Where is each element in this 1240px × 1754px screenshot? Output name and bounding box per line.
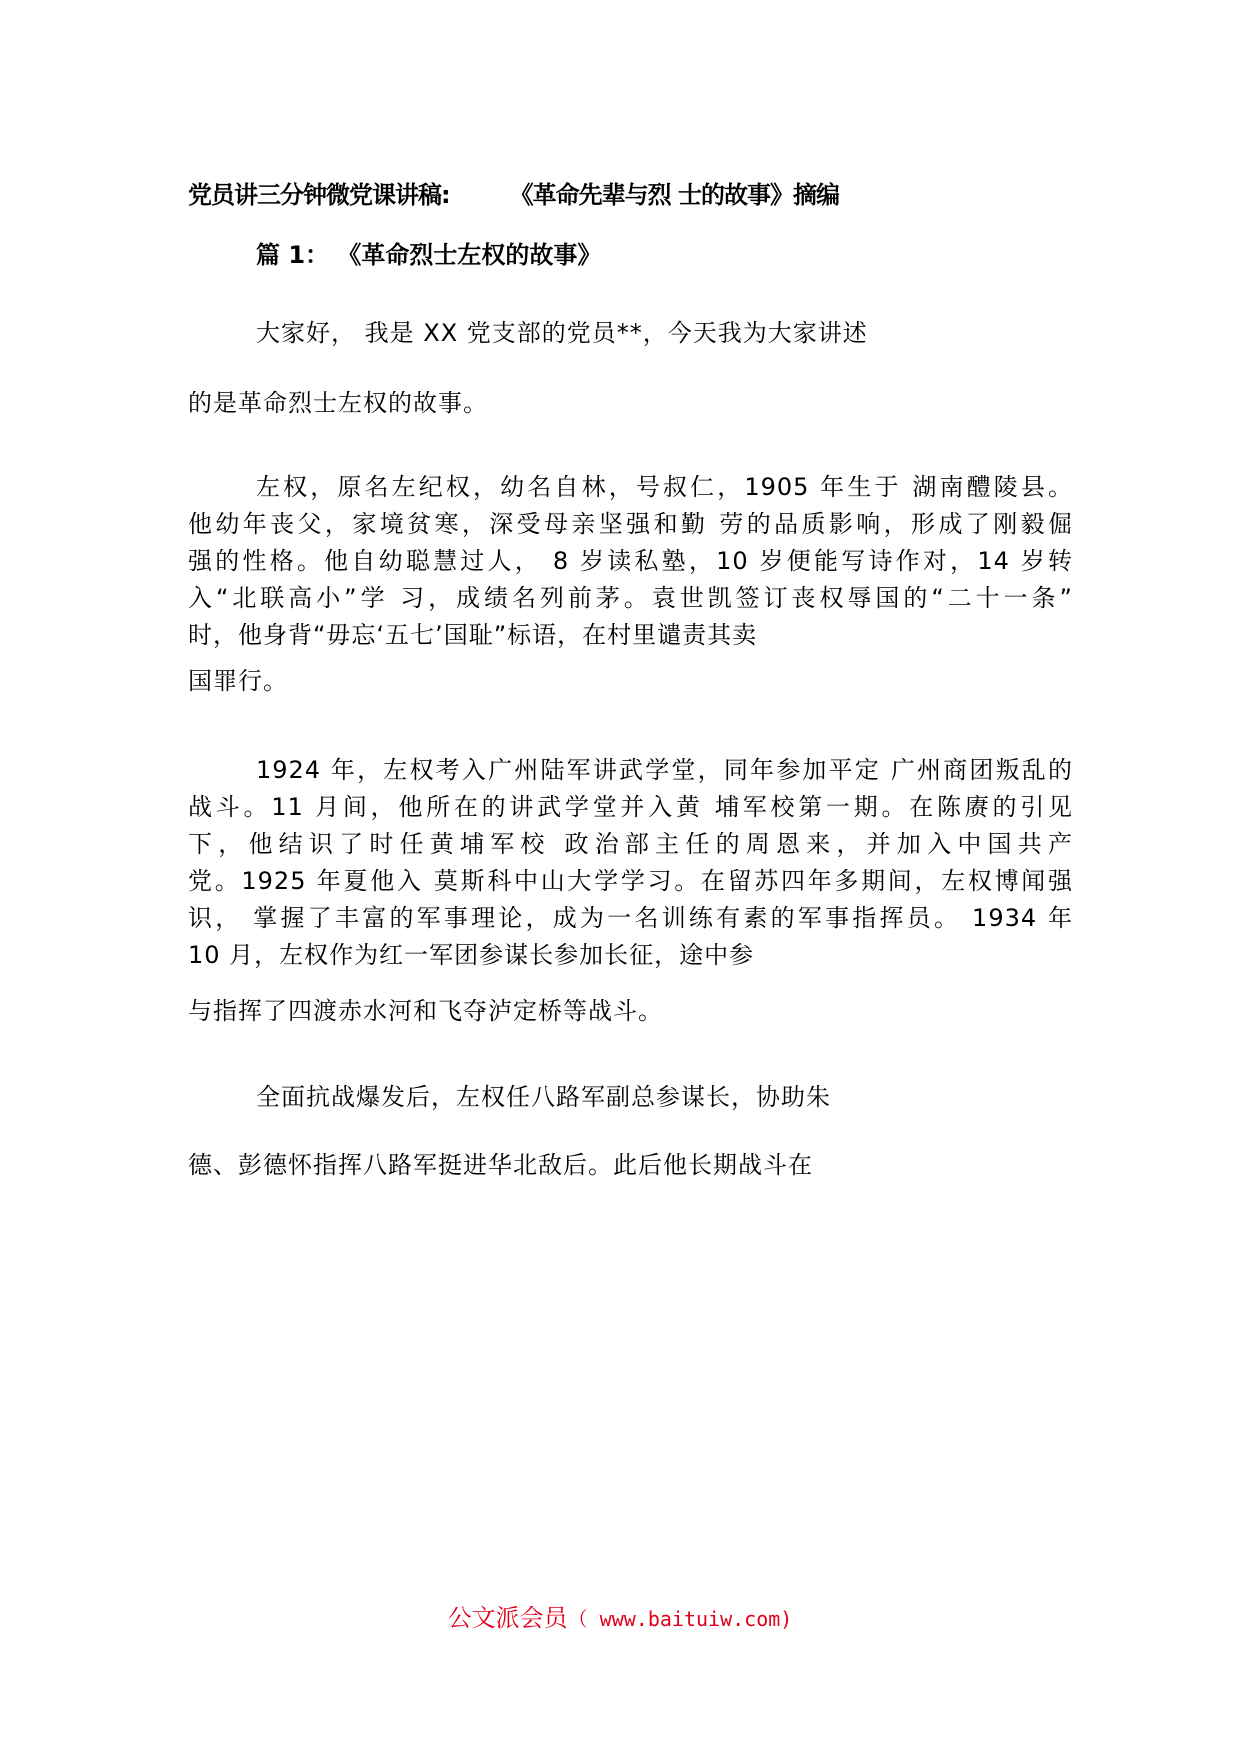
paragraph-4-tail: 德、彭德怀指挥八路军挺进华北敌后。此后他长期战斗在	[188, 1151, 813, 1179]
paragraph-2-line-2: 他幼年丧父，家境贫寒，深受母亲坚强和勤 劳的品质影响，形成了刚毅倔	[188, 510, 1073, 538]
paragraph-3-line-4: 党。1925 年夏他入 莫斯科中山大学学习。在留苏四年多期间，左权博闻强	[188, 867, 1073, 895]
paragraph-2-tail: 国罪行。	[188, 667, 288, 695]
title-right: 《革命先辈与烈 士的故事》摘编	[509, 181, 839, 209]
paragraph-3-line-1: 1924 年，左权考入广州陆军讲武学堂，同年参加平定 广州商团叛乱的	[256, 756, 1073, 784]
paragraph-3-line-2: 战斗。11 月间，他所在的讲武学堂并入黄 埔军校第一期。在陈赓的引见	[188, 793, 1073, 821]
document-title	[188, 180, 839, 210]
paragraph-1-line-1: 大家好， 我是 XX 党支部的党员**，今天我为大家讲述	[256, 319, 868, 347]
paragraph-4-line-1: 全面抗战爆发后，左权任八路军副总参谋长，协助朱	[256, 1083, 831, 1111]
footer-url[interactable]: （ www.baituiw.com)	[567, 1607, 793, 1631]
paragraph-3-tail: 与指挥了四渡赤水河和飞夺泸定桥等战斗。	[188, 997, 663, 1025]
paragraph-2-line-4: 入“北联高小”学 习，成绩名列前茅。袁世凯签订丧权辱国的“二十一条”	[188, 584, 1073, 612]
section-heading: 篇 1： 《革命烈士左权的故事》	[256, 241, 602, 269]
paragraph-1-tail: 的是革命烈士左权的故事。	[188, 389, 488, 417]
title-left: 党员讲三分钟微党课讲稿:	[188, 181, 450, 209]
paragraph-2-line-3: 强的性格。他自幼聪慧过人， 8 岁读私塾，10 岁便能写诗作对，14 岁转	[188, 547, 1073, 575]
footer-label: 公文派会员	[447, 1604, 568, 1632]
paragraph-3-line-5: 识， 掌握了丰富的军事理论，成为一名训练有素的军事指挥员。 1934 年	[188, 904, 1073, 932]
paragraph-2-line-5: 时，他身背“毋忘‘五七’国耻”标语，在村里谴责其卖	[188, 621, 758, 649]
paragraph-3-line-6: 10 月，左权作为红一军团参谋长参加长征，途中参	[188, 941, 755, 969]
paragraph-3-line-3: 下，他结识了时任黄埔军校 政治部主任的周恩来，并加入中国共产	[188, 830, 1073, 858]
footer-watermark	[0, 1598, 1240, 1633]
paragraph-2-line-1: 左权，原名左纪权，幼名自林，号叔仁，1905 年生于 湖南醴陵县。	[256, 473, 1073, 501]
